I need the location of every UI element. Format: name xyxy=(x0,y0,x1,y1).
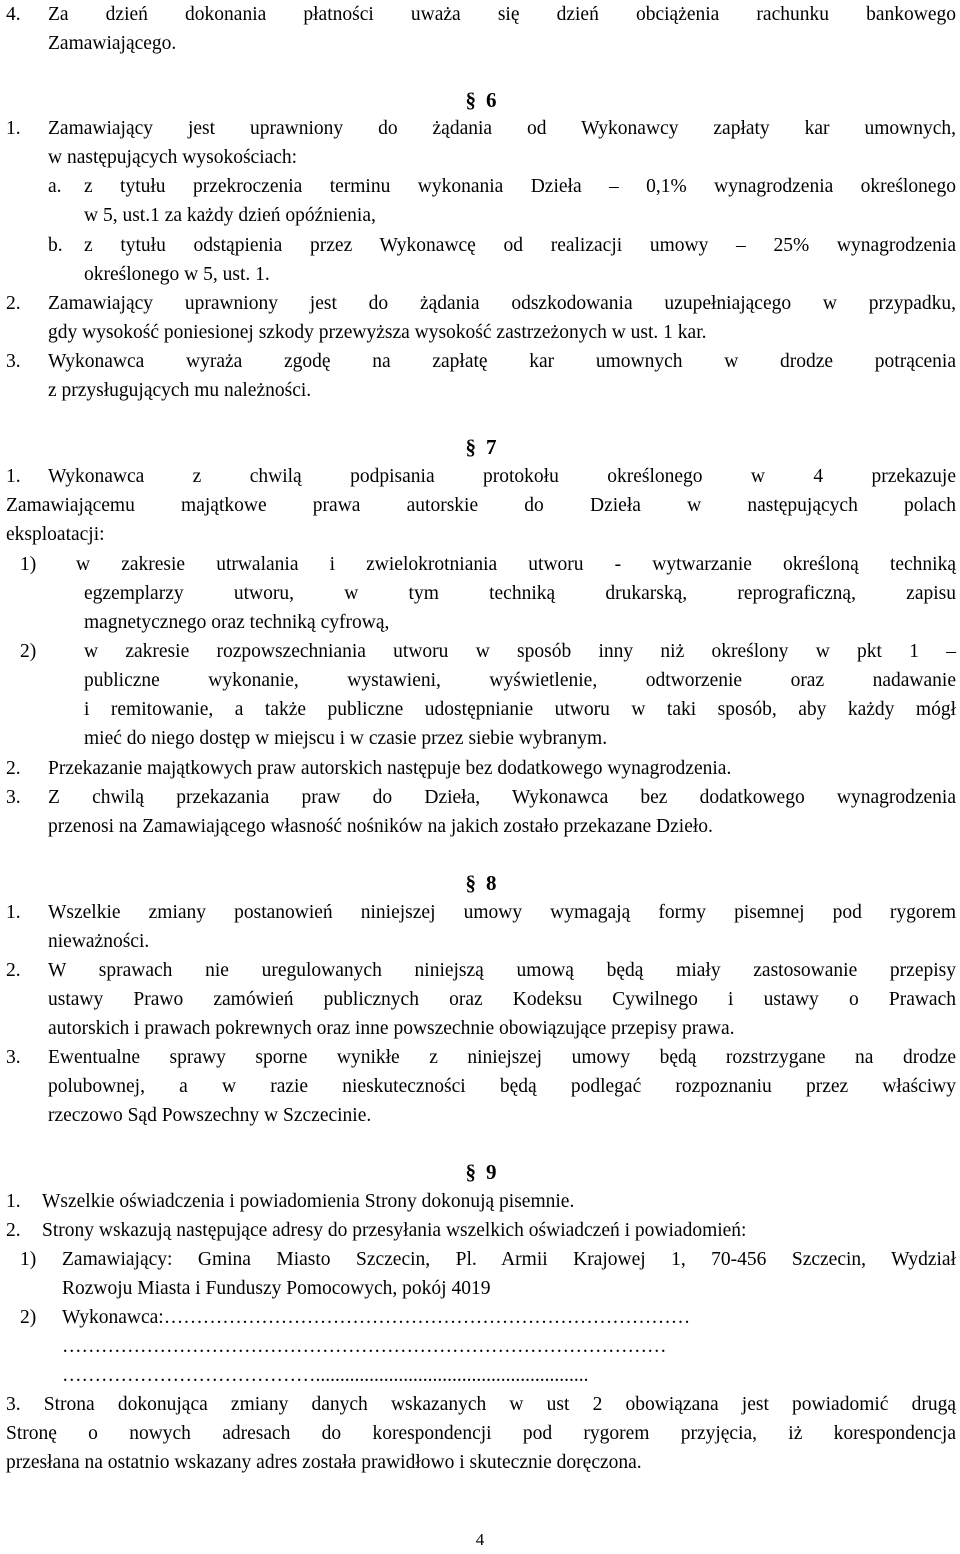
paragraph-line: w 5, ust.1 za każdy dzień opóźnienia, xyxy=(84,205,376,226)
contractor-address-field: Wykonawca:……………………………………………………………………… xyxy=(62,1307,691,1328)
paragraph-line: Stronę o nowych adresach do korespondencji pod rygorem przyjęcia, iż korespondencja xyxy=(6,1423,956,1444)
section-number: 6 xyxy=(486,88,497,112)
section-heading-9 xyxy=(6,1158,956,1187)
list-number: 2) xyxy=(20,641,37,662)
paragraph-line: Wykonawca z chwilą podpisania protokołu określonego w 4 przekazuje xyxy=(48,466,956,487)
section-symbol: § xyxy=(465,871,476,895)
paragraph-line: w zakresie rozpowszechniania utworu w sposób inny niż określony w pkt 1 – xyxy=(84,641,956,662)
paragraph-line: eksploatacji: xyxy=(6,524,105,545)
paragraph-line: rzeczowo Sąd Powszechny w Szczecinie. xyxy=(48,1105,372,1126)
section-symbol: § xyxy=(465,1160,476,1184)
paragraph-line: Zamawiający: Gmina Miasto Szczecin, Pl. Armii Krajowej 1, 70-456 Szczecin, Wydział xyxy=(62,1249,956,1270)
paragraph-line: publiczne wykonanie, wystawieni, wyświetlenie, odtworzenie oraz nadawanie xyxy=(84,670,956,691)
section-symbol: § xyxy=(465,435,476,459)
paragraph-line: ustawy Prawo zamówień publicznych oraz Kodeksu Cywilnego i ustawy o Prawach xyxy=(48,989,956,1010)
paragraph-line: Wykonawca wyraża zgodę na zapłatę kar umownych w drodze potrącenia xyxy=(48,351,956,372)
paragraph-line: przenosi na Zamawiającego własność nośników na jakich zostało przekazane Dzieło. xyxy=(48,816,713,837)
paragraph-line: Zamawiający jest uprawniony do żądania od Wykonawcy zapłaty kar umownych, xyxy=(48,118,956,139)
list-number: 1) xyxy=(20,1249,37,1270)
section-symbol: § xyxy=(465,88,476,112)
paragraph-line: Przekazanie majątkowych praw autorskich następuje bez dodatkowego wynagrodzenia. xyxy=(48,758,732,779)
list-number: 1) xyxy=(20,554,37,575)
paragraph-line: Zamawiający uprawniony jest do żądania odszkodowania uzupełniającego w przypadku, xyxy=(48,293,956,314)
list-number: 1. xyxy=(6,902,21,923)
paragraph-line: określonego w 5, ust. 1. xyxy=(84,264,270,285)
paragraph-line: 3. Strona dokonująca zmiany danych wskazanych w ust 2 obowiązana jest powiadomić drugą xyxy=(6,1394,956,1415)
paragraph-line: nieważności. xyxy=(48,931,150,952)
list-number: 2. xyxy=(6,293,21,314)
section-number: 8 xyxy=(486,871,497,895)
list-number: 4. xyxy=(6,4,21,25)
paragraph-line: i remitowanie, a także publiczne udostępnianie utworu w taki sposób, aby każdy mógł xyxy=(84,699,956,720)
paragraph-line: przesłana na ostatnio wskazany adres została prawidłowo i skutecznie doręczona. xyxy=(6,1452,642,1473)
section-number: 9 xyxy=(486,1160,497,1184)
list-number: 2) xyxy=(20,1307,37,1328)
contractor-address-field: ………………………………………………………………………………… xyxy=(62,1336,667,1357)
paragraph-line: Za dzień dokonania płatności uważa się dzień obciążenia rachunku bankowego xyxy=(48,4,956,25)
list-number: 3. xyxy=(6,787,21,808)
page-number: 4 xyxy=(475,1530,485,1549)
paragraph-line: Ewentualne sprawy sporne wynikłe z niniejszej umowy będą rozstrzygane na drodze xyxy=(48,1047,956,1068)
section-number: 7 xyxy=(486,435,497,459)
section-heading-8 xyxy=(6,869,956,898)
paragraph-line: autorskich i prawach pokrewnych oraz inne powszechnie obowiązujące przepisy prawa. xyxy=(48,1018,735,1039)
list-number: 1. xyxy=(6,1191,21,1212)
paragraph-line: Strony wskazują następujące adresy do przesyłania wszelkich oświadczeń i powiadomień: xyxy=(42,1220,747,1241)
list-number: 1. xyxy=(6,466,21,487)
paragraph-line: z przysługujących mu należności. xyxy=(48,380,312,401)
paragraph-line: Zamawiającemu majątkowe prawa autorskie do Dzieła w następujących polach xyxy=(6,495,956,516)
paragraph-line: Wszelkie zmiany postanowień niniejszej umowy wymagają formy pisemnej pod rygorem xyxy=(48,902,956,923)
paragraph-line: gdy wysokość poniesionej szkody przewyższa wysokość zastrzeżonych w ust. 1 kar. xyxy=(48,322,707,343)
paragraph-line: Rozwoju Miasta i Funduszy Pomocowych, pokój 4019 xyxy=(62,1278,491,1299)
section-heading-6 xyxy=(6,86,956,115)
paragraph-line: Z chwilą przekazania praw do Dzieła, Wykonawca bez dodatkowego wynagrodzenia xyxy=(48,787,956,808)
paragraph-line: w zakresie utrwalania i zwielokrotniania utworu - wytwarzanie określoną techniką xyxy=(76,554,956,575)
paragraph-line: polubownej, a w razie nieskuteczności będą podlegać rozpoznaniu przez właściwy xyxy=(48,1076,956,1097)
list-number: 2. xyxy=(6,758,21,779)
list-number: 1. xyxy=(6,118,21,139)
paragraph-line: z tytułu odstąpienia przez Wykonawcę od realizacji umowy – 25% wynagrodzenia xyxy=(84,235,956,256)
list-letter: a. xyxy=(48,176,62,197)
section-heading-7 xyxy=(6,433,956,462)
list-number: 2. xyxy=(6,1220,21,1241)
list-number: 3. xyxy=(6,1047,21,1068)
paragraph-line: Zamawiającego. xyxy=(48,33,177,54)
paragraph-line: Wszelkie oświadczenia i powiadomienia Strony dokonują pisemnie. xyxy=(42,1191,575,1212)
paragraph-line: egzemplarzy utworu, w tym techniką drukarską, reprograficzną, zapisu xyxy=(84,583,956,604)
paragraph-line: magnetycznego oraz techniką cyfrową, xyxy=(84,612,390,633)
paragraph-line: W sprawach nie uregulowanych niniejszą umową będą miały zastosowanie przepisy xyxy=(48,960,956,981)
list-number: 2. xyxy=(6,960,21,981)
paragraph-line: mieć do niego dostęp w miejscu i w czasie przez siebie wybranym. xyxy=(84,728,608,749)
contractor-address-field: …………………………………........................................................ xyxy=(62,1365,589,1386)
list-number: 3. xyxy=(6,351,21,372)
paragraph-line: w następujących wysokościach: xyxy=(48,147,298,168)
paragraph-line: z tytułu przekroczenia terminu wykonania Dzieła – 0,1% wynagrodzenia określonego xyxy=(84,176,956,197)
list-letter: b. xyxy=(48,235,63,256)
